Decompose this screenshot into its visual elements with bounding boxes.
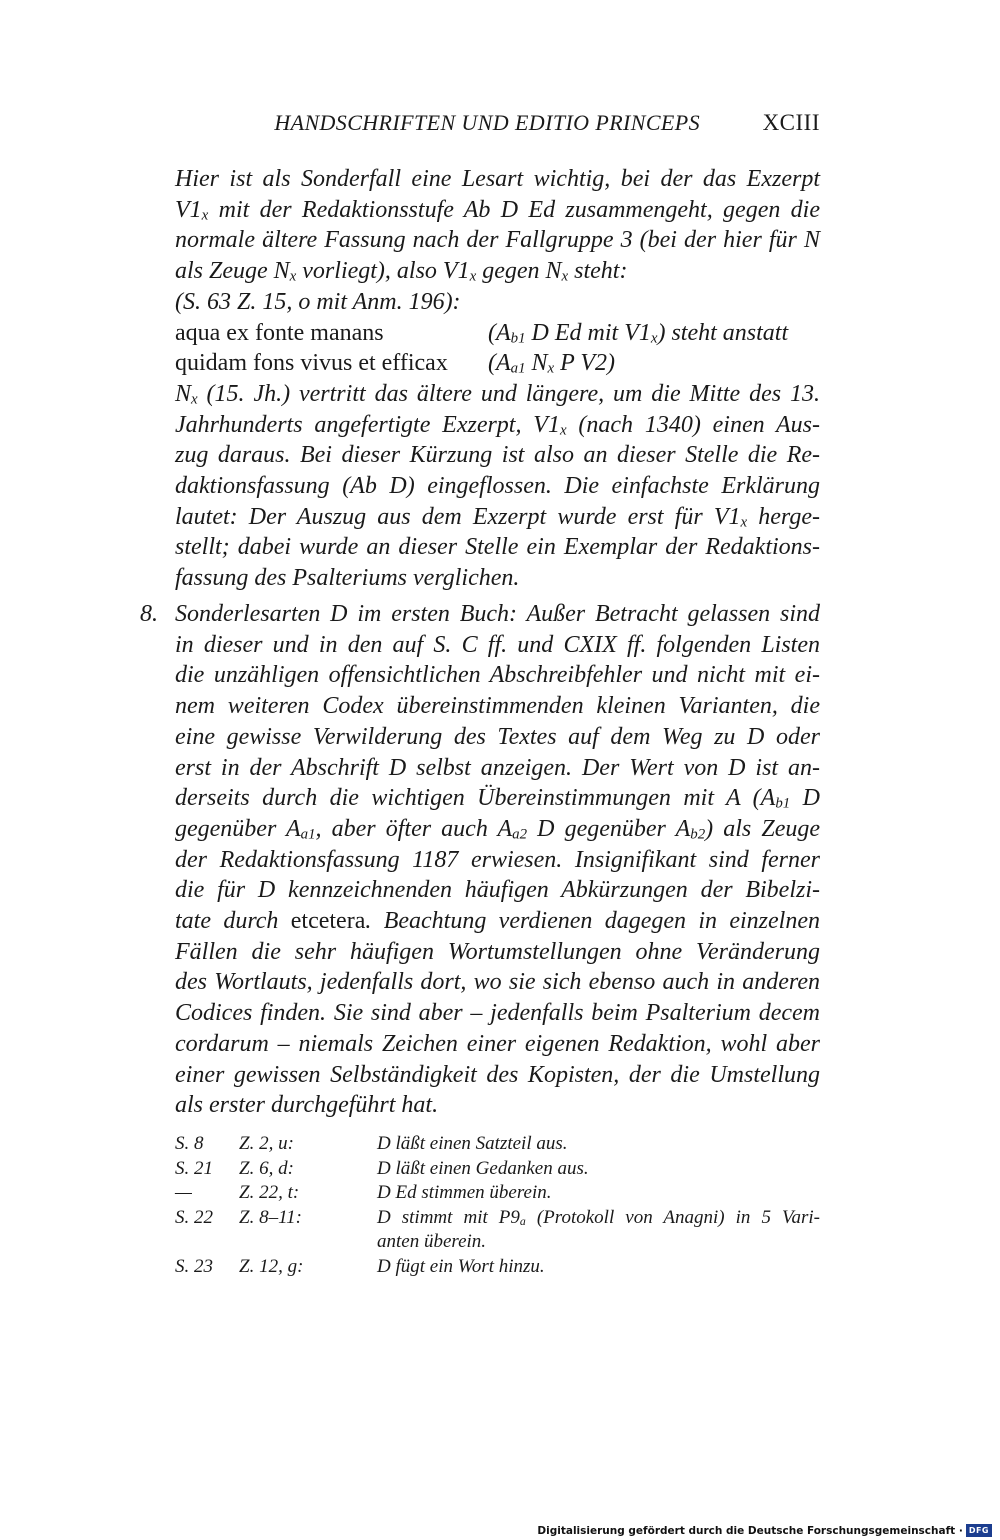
text-line: zug daraus. Bei dieser Kürzung ist also an dieser Stelle die Re- xyxy=(175,442,820,469)
text-line: die unzähligen offensichtlichen Abschreibfehler und nicht mit ei- xyxy=(175,662,820,689)
witness-note: ($A_{b1}$ D Ed mit $V1_x$) steht anstatt xyxy=(488,319,789,347)
variant-description: D stimmt mit $P9_a$ (Protokoll von Anagni) in 5 Vari- anten überein. xyxy=(377,1206,820,1252)
text-line: gegenüber $A_{a1}$, aber öfter auch $A_{a2}$ D gegenüber $A_{b2}$) als Zeuge xyxy=(175,815,821,843)
reading-pair-1 xyxy=(175,318,820,349)
latin-term: etcetera xyxy=(290,908,366,935)
variant-page: S. 8 xyxy=(175,1133,204,1154)
text-line: lautet: Der Auszug aus dem Exzerpt wurde erst für $V1_x$ herge- xyxy=(175,503,821,531)
text-line: der Redaktionsfassung 1187 erwiesen. Insignifikant sind ferner xyxy=(175,846,820,873)
variant-description: D läßt einen Satzteil aus. xyxy=(377,1133,568,1154)
witness-note: ($A_{a1}$ $N_x$ P V2) xyxy=(488,350,616,377)
text-line: (S. 63 Z. 15, o mit Anm. 196): xyxy=(175,288,461,315)
digitization-footer xyxy=(537,1523,992,1538)
dfg-logo: DFG xyxy=(966,1524,992,1537)
footer-text: Digitalisierung gefördert durch die Deutsche Forschungsgemeinschaft · xyxy=(537,1524,963,1537)
text-line: Sonderlesarten D im ersten Buch: Außer Betracht gelassen sind xyxy=(175,601,820,627)
text-line: eine gewisse Verwilderung des Textes auf dem Weg zu D oder xyxy=(175,723,820,750)
variant-list xyxy=(175,1132,820,1279)
text-line: $V1_x$ mit der Redaktionsstufe Ab D Ed zusammengeht, gegen die xyxy=(175,196,820,224)
variant-page: S. 22 xyxy=(175,1206,213,1228)
text-line: stellt; dabei wurde an dieser Stelle ein Exemplar der Redaktions- xyxy=(175,534,820,561)
reading-pair-2 xyxy=(175,348,820,379)
text-line: daktionsfassung (Ab D) eingeflossen. Die einfachste Erklärung xyxy=(175,473,820,500)
text-line: tate durch etcetera. Beachtung verdienen dagegen in einzelnen xyxy=(175,908,820,935)
text-line: derseits durch die wichtigen Übereinstimmungen mit A ($A_{b1}$ D xyxy=(175,785,820,812)
variant-line: Z. 22, t: xyxy=(239,1182,300,1203)
text-line: cordarum – niemals Zeichen einer eigenen Redaktion, wohl aber xyxy=(175,1030,820,1057)
running-title: HANDSCHRIFTEN UND EDITIO PRINCEPS xyxy=(274,110,700,135)
text-line: $N_x$ (15. Jh.) vertritt das ältere und längere, um die Mitte des 13. xyxy=(175,380,820,408)
latin-reading: aqua ex fonte manans xyxy=(175,319,384,346)
text-line: Codices finden. Sie sind aber – jedenfalls beim Psalterium decem xyxy=(175,1000,820,1027)
variant-page: — xyxy=(175,1182,192,1203)
text-line: erst in der Abschrift D selbst anzeigen. Der Wert von D ist an- xyxy=(175,754,820,781)
text-line: in dieser und in den auf S. C ff. und CXIX ff. folgenden Listen xyxy=(175,631,820,658)
text-line: Fällen die sehr häufigen Wortumstellungen ohne Veränderung xyxy=(175,938,820,965)
variant-description: D fügt ein Wort hinzu. xyxy=(377,1255,545,1277)
variant-page: S. 21 xyxy=(175,1157,213,1179)
variant-description: D Ed stimmen überein. xyxy=(377,1182,552,1203)
variant-line: Z. 6, d: xyxy=(239,1157,294,1179)
page-number: XCIII xyxy=(762,110,820,135)
text-line: als Zeuge $N_x$ vorliegt), also $V1_x$ gegen $N_x$ steht: xyxy=(175,258,628,285)
paragraph-sonderfall xyxy=(175,164,820,594)
variant-description: D läßt einen Gedanken aus. xyxy=(377,1157,589,1179)
text-line: als erster durchgeführt hat. xyxy=(175,1092,439,1119)
text-line: nem weiteren Codex übereinstimmenden kleinen Varianten, die xyxy=(175,693,820,720)
text-line: fassung des Psalteriums verglichen. xyxy=(175,565,520,592)
variant-row xyxy=(175,1255,820,1280)
variant-row xyxy=(175,1132,820,1157)
text-line: des Wortlauts, jedenfalls dort, wo sie sich ebenso auch in anderen xyxy=(175,969,820,996)
list-number: 8. xyxy=(140,601,158,627)
variant-row xyxy=(175,1206,820,1255)
variant-row xyxy=(175,1157,820,1182)
running-header xyxy=(175,110,820,142)
text-line: normale ältere Fassung nach der Fallgruppe 3 (bei der hier für N xyxy=(175,227,820,254)
variant-row xyxy=(175,1181,820,1206)
variant-line: Z. 12, g: xyxy=(239,1255,304,1277)
text-line: Jahrhunderts angefertigte Exzerpt, $V1_x$ (nach 1340) einen Aus- xyxy=(175,411,820,439)
paragraph-sonderlesarten xyxy=(175,599,820,1121)
text-line: Hier ist als Sonderfall eine Lesart wichtig, bei der das Exzerpt xyxy=(175,166,820,192)
text-line: die für D kennzeichnenden häufigen Abkürzungen der Bibelzi- xyxy=(175,877,820,904)
variant-line: Z. 8–11: xyxy=(239,1206,302,1228)
latin-reading: quidam fons vivus et efficax xyxy=(175,350,448,377)
text-line: einer gewissen Selbständigkeit des Kopisten, der die Umstellung xyxy=(175,1061,820,1088)
variant-page: S. 23 xyxy=(175,1255,213,1277)
variant-line: Z. 2, u: xyxy=(239,1133,294,1154)
